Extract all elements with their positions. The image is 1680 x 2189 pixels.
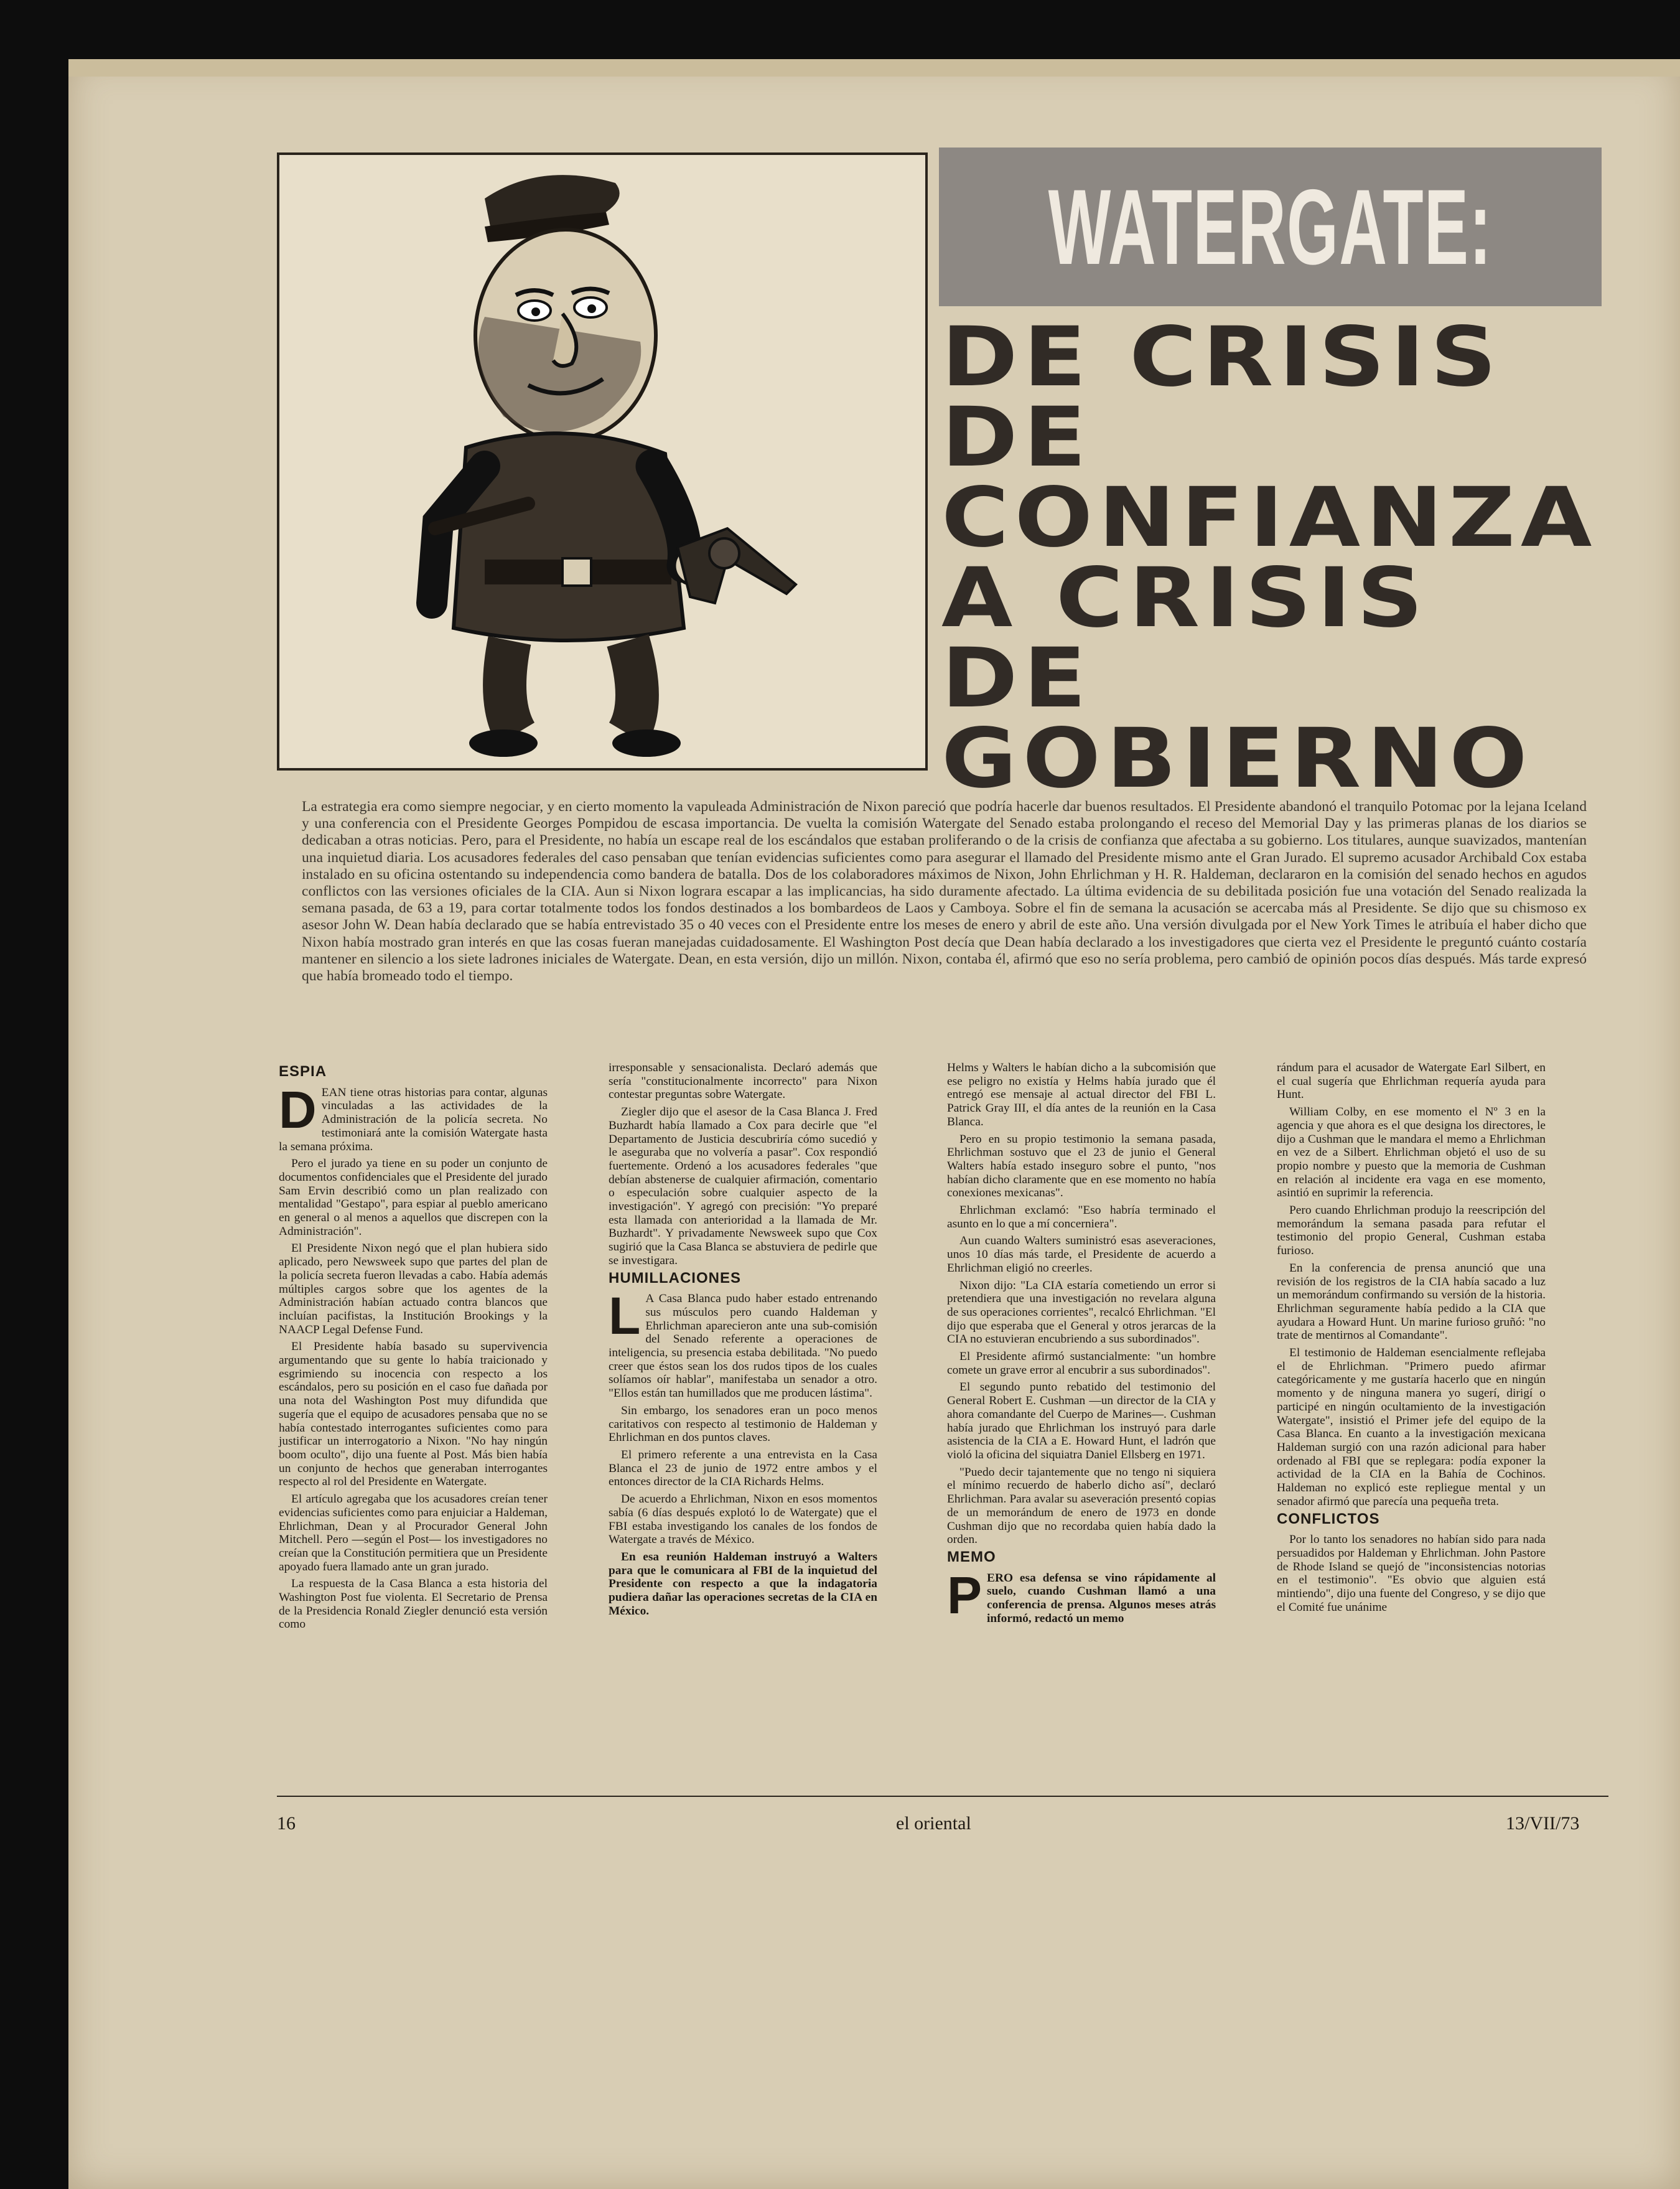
paragraph: William Colby, en ese momento el Nº 3 en la agencia y que ahora es el que designa los directores, le dijo a Cushman que le mandara el memo a Ehrlichman en vez de a Silbert. Ehrlichman objetó el uso de su propio nombre y puesto que la memoria de Cushman en relación al incidente era vaga en ese momento, asintió en suprimir la referencia. [1277, 1105, 1546, 1200]
headline-line: DE CRISIS [941, 309, 1503, 405]
kicker-text: WATERGATE: [1048, 167, 1493, 287]
lead-paragraph: La estrategia era como siempre negociar, y en cierto momento la vapuleada Administración de Nixon pareció que podría hacerle dar buenos resultados. El Presidente abandonó el tranquilo Potomac por la lejana Iceland y una conferencia con el Presidente Georges Pompidou de escasa importancia. De vuelta la comisión Watergate del Senado estaba prolongando el receso del Memorial Day y las primeras planas de los diarios se dedicaban a otras noticias. Pero, para el Presidente, no había un escape real de los escándalos que estaban proliferando o de la crisis de confianza que afectaba a su gobierno. Los titulares, aunque suavizados, mantenían una inquietud diaria. Los acusadores federales del caso pensaban que tenían evidencias suficientes como para asegurar el llamado del Presidente mismo ante el Gran Jurado. El supremo acusador Archibald Cox estaba instalado en su oficina ostentando su independencia como bandera de batalla. Dos de los colaboradores máximos de Nixon, John Ehrlichman y H. R. Haldeman, declararon en la comisión del senado hechos en agudos conflictos con las versiones oficiales de la CIA. Aun si Nixon lograra escapar a las implicancias, ha sido duramente afectado. La última evidencia de su debilitada posición fue una votación del Senado realizada la semana pasada, de 63 a 19, para cortar totalmente todos los fondos destinados a los bombardeos de Laos y Camboya. Sobre el fin de semana la acusación se acercaba más al Presidente. Se dijo que su chismoso ex asesor John W. Dean había declarado que se había entrevistado 35 o 40 veces con el Presidente entre los meses de enero y abril de este año. Una versión divulgada por el New York Times le atribuía el haber dicho que Nixon había mostrado gran interés en que las cosas fueran manejadas cuidadosamente. El Washington Post decía que Dean había declarado a los investigadores que cierta vez el Presidente le preguntó cuánto costaría mantener en silencio a los siete ladrones iniciales de Watergate. Dean, en esta versión, dijo un millón. Nixon, contaba él, afirmó que eso no sería problema, pero cambió de opinión pocos días después. Más tarde expresó que había bromeado todo el tiempo. [302, 799, 1587, 985]
paragraph: En la conferencia de prensa anunció que una revisión de los registros de la CIA había sacado a luz un memorándum confirmando su versión de la historia. Ehrlichman seguramente había pedido a la CIA que ayudara a Howard Hunt. Un marine furioso gruñó: "no trate de mentirnos al Comandante". [1277, 1261, 1546, 1343]
paragraph: Helms y Walters le habían dicho a la subcomisión que ese peligro no existía y Helms había jurado que él entregó ese mensaje al actual director del FBI L. Patrick Gray III, el día antes de la reunión en la Casa Blanca. [947, 1061, 1216, 1128]
paragraph: "Puedo decir tajantemente que no tengo ni siquiera el mínimo recuerdo de haberlo dicho así", declaró Ehrlichman. Para avalar su aseveración presentó copias de un memorándum de enero de 1973 en donde Cushman dijo que no recordaba quien había dado la orden. [947, 1465, 1216, 1547]
paragraph: El testimonio de Haldeman esencialmente reflejaba el de Ehrlichman. "Primero puedo afirmar categóricamente y me gustaría hacerlo que en ningún momento y de ninguna manera yo sugerí, dirigí o participé en ningún ocultamiento de la investigación Watergate", insistió el Primer jefe del equipo de la Casa Blanca. En cuanto a la investigación mexicana Haldeman surgió con una razón adicional para haber ordenado al FBI que se replegara: podía exponer la actividad de la CIA en la Bahía de Cochinos. Haldeman no explicó este repliegue mental y un senador afirmó que parecía una pequeña treta. [1277, 1346, 1546, 1508]
headline-line: DE [941, 630, 1092, 726]
paragraph: Nixon dijo: "La CIA estaría cometiendo un error si pretendiera que una investigación no revelara alguna de sus operaciones corrientes", recalcó Ehrlichman. "El dijo que esperaba que el General y otros jerarcas de la CIA no estuvieran encubriendo a sus subordinados". [947, 1278, 1216, 1346]
paragraph: EAN tiene otras historias para contar, algunas vinculadas a las actividades de la Administración de la policía secreta. No testimoniará ante la comisión Watergate hasta la semana próxima. [279, 1085, 548, 1153]
article-column-3 [947, 1061, 1216, 1629]
headline-line: DE [941, 390, 1092, 485]
paragraph: Pero el jurado ya tiene en su poder un conjunto de documentos confidenciales que el Presidente del jurado Sam Ervin describió como un plan realizado con mentalidad "Gestapo", para espiar al pueblo americano en general o al menos a aquellos que discrepen con la Administración". [279, 1157, 548, 1238]
paragraph: ERO esa defensa se vino rápidamente al suelo, cuando Cushman llamó a una conferencia de prensa. Algunos meses atrás informó, redactó un memo [987, 1571, 1216, 1625]
article-column-1 [279, 1061, 548, 1635]
paragraph: Ehrlichman exclamó: "Eso habría terminado el asunto en lo que a mí concerniera". [947, 1204, 1216, 1230]
paragraph: Sin embargo, los senadores eran un poco menos caritativos con respecto al testimonio de Haldeman y Ehrlichman en dos puntos claves. [609, 1404, 877, 1445]
paragraph: rándum para el acusador de Watergate Earl Silbert, en el cual sugería que Ehrlichman requería ayuda para Hunt. [1277, 1061, 1546, 1102]
paragraph: El primero referente a una entrevista en la Casa Blanca el 23 de junio de 1972 entre ambos y el entonces director de la CIA Richards Helms. [609, 1448, 877, 1489]
caricature-illustration [277, 152, 928, 771]
paragraph: A Casa Blanca pudo haber estado entrenando sus músculos pero cuando Haldeman y Ehrlichman aparecieron ante una sub-comisión del Senado referente a operaciones de inteligencia, su presencia estaba debilitada. "No puedo creer que éstos sean los dos rudos tipos de los cuales solíamos oír hablar", manifestaba un senador a otro. "Ellos están tan humillados que me producen lástima". [609, 1292, 877, 1400]
paragraph: El Presidente Nixon negó que el plan hubiera sido aplicado, pero Newsweek supo que partes del plan de la policía secreta fueron llevadas a cabo. Había además múltiples cargos sobre que los agentes de la Administración habían actuado contra blancos que incluían pacifistas, la Institución Brookings y la NAACP Legal Defense Fund. [279, 1242, 548, 1336]
headline-line: CONFIANZA [941, 470, 1598, 566]
section-heading-espia: ESPIA [279, 1063, 327, 1080]
drop-cap: L [609, 1287, 641, 1346]
paragraph: Aun cuando Walters suministró esas aseveraciones, unos 10 días más tarde, el Presidente de acuerdo a Ehrlichman eligió no creerles. [947, 1234, 1216, 1275]
section-heading-memo: MEMO [947, 1548, 996, 1565]
publication-name: el oriental [896, 1813, 971, 1834]
page-number: 16 [277, 1813, 296, 1834]
article-column-2 [609, 1061, 877, 1621]
drop-cap: D [279, 1080, 317, 1139]
headline-line: A CRISIS [941, 550, 1429, 646]
kicker-banner [939, 148, 1602, 306]
paragraph: Ziegler dijo que el asesor de la Casa Blanca J. Fred Buzhardt había llamado a Cox para decirle que "el Departamento de Justicia descubriría cómo sucedió y le aseguraba que no volvería a pasar". Cox respondió fuertemente. Ordenó a los acusadores federales "que debían abstenerse de cualquier afirmación, comentario o especulación sobre cualquier aspecto de la investigación". Y agregó con precisión: "Yo preparé esta llamada con anterioridad a la llamada de Mr. Buzhardt". Y privadamente Newsweek supo que Cox sugirió que la Casa Blanca se abstuviera de pedirle que se investigara. [609, 1105, 877, 1267]
paragraph: El Presidente afirmó sustancialmente: "un hombre comete un grave error al encubrir a sus subordinados". [947, 1350, 1216, 1377]
headline-line: GOBIERNO [941, 711, 1533, 807]
paragraph: El artículo agregaba que los acusadores creían tener evidencias suficientes como para enjuiciar a Haldeman, Ehrlichman, Dean y al Procurador General John Mitchell. Pero —según el Post— los investigadores no creían que la Constitución permitiera que un Presidente apoyado fuera llamado ante un gran jurado. [279, 1493, 548, 1573]
paragraph: Por lo tanto los senadores no habían sido para nada persuadidos por Haldeman y Ehrlichman. John Pastore de Rhode Island se quejó de "inconsistencias notorias en el testimonio". "Es obvio que alguien está mintiendo", dijo una fuente del Congreso, y se dijo que el Comité fue unánime [1277, 1533, 1546, 1614]
paragraph: El segundo punto rebatido del testimonio del General Robert E. Cushman —un director de la CIA y ahora comandante del Cuerpo de Marines—. Cushman había jurado que Ehrlichman los instruyó para darle asistencia de la CIA a E. Howard Hunt, el ladrón que violó la oficina del siquiatra Daniel Ellsberg en 1971. [947, 1380, 1216, 1461]
issue-date: 13/VII/73 [1506, 1813, 1580, 1834]
paragraph: En esa reunión Haldeman instruyó a Walters para que le comunicara al FBI de la inquietud del Presidente con respecto a que la indagatoria pudiera dañar las operaciones secretas de la CIA en México. [609, 1550, 877, 1618]
section-heading-conflictos: CONFLICTOS [1277, 1510, 1380, 1527]
paragraph: De acuerdo a Ehrlichman, Nixon en esos momentos sabía (6 días después explotó lo de Watergate) que el FBI estaba investigando los canales de los fondos de Watergate a través de México. [609, 1493, 877, 1547]
headline [941, 309, 1613, 807]
paragraph: El Presidente había basado su supervivencia argumentando que su gente lo había traicionado y esgrimiendo su inocencia con respecto a los escándalos, pero su posición en el caso fue dañada por una nota del Washington Post muy difundida que sugería que el equipo de acusadores pensaba que no se había contestado interrogantes suficientes como para justificar un interrogatorio a Nixon. "No hay ningún boom oculto", dijo una fuente al Post. Más bien había un conjunto de hechos que generaban interrogantes respecto al rol del Presidente en Watergate. [279, 1340, 548, 1489]
footer-rule [277, 1796, 1608, 1797]
section-heading-humillaciones: HUMILLACIONES [609, 1269, 741, 1287]
drop-cap: P [947, 1565, 982, 1624]
paragraph: Pero en su propio testimonio la semana pasada, Ehrlichman sostuvo que el 23 de junio el General Walters había estado inseguro sobre el punto, "nos habían dicho claramente que en ese momento no había conexiones mexicanas". [947, 1132, 1216, 1200]
article-column-4 [1277, 1061, 1546, 1618]
paragraph: Pero cuando Ehrlichman produjo la reescripción del memorándum la semana pasada para refutar el testimonio del propio General, Cushman estaba furioso. [1277, 1204, 1546, 1258]
paragraph: irresponsable y sensacionalista. Declaró además que sería "constitucionalmente incorrecto" para Nixon contestar preguntas sobre Watergate. [609, 1061, 877, 1102]
paragraph: La respuesta de la Casa Blanca a esta historia del Washington Post fue violenta. El Secretario de Prensa de la Presidencia Ronald Ziegler denunció esta versión como [279, 1577, 548, 1631]
